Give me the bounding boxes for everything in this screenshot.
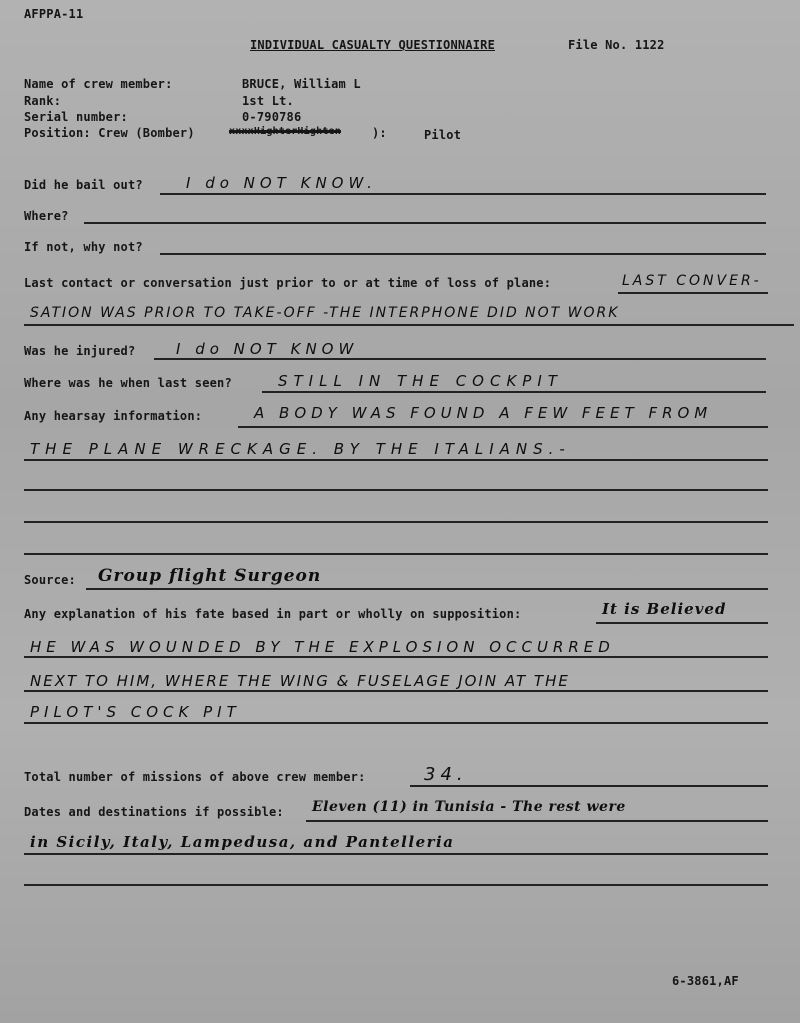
if-not-line <box>160 253 766 255</box>
position-struck-text: xxxxHighterHighten <box>229 126 341 137</box>
last-contact-label: Last contact or conversation just prior to or at time of loss of plane: <box>24 276 552 290</box>
explanation-line-2 <box>24 656 768 658</box>
explanation-line-3 <box>24 690 768 692</box>
explanation-label: Any explanation of his fate based in part or wholly on supposition: <box>24 607 522 621</box>
serial-label: Serial number: <box>24 110 128 124</box>
explanation-answer-3: NEXT TO HIM, WHERE THE WING & FUSELAGE JOIN AT THE <box>30 672 570 690</box>
dates-answer-2: in Sicily, Italy, Lampedusa, and Pantelleria <box>30 833 455 851</box>
form-title: INDIVIDUAL CASUALTY QUESTIONNAIRE <box>250 38 496 52</box>
explanation-answer-1: It is Believed <box>602 600 727 618</box>
source-line <box>86 588 768 590</box>
explanation-answer-4: PILOT'S COCK PIT <box>30 703 241 721</box>
last-contact-answer-1: LAST CONVER- <box>622 273 762 289</box>
bail-out-answer: I do NOT KNOW. <box>186 174 377 192</box>
injured-line <box>154 358 766 360</box>
source-label: Source: <box>24 573 76 587</box>
name-label: Name of crew member: <box>24 77 173 91</box>
hearsay-line-5 <box>24 553 768 555</box>
if-not-label: If not, why not? <box>24 240 143 254</box>
form-number: AFPPA-11 <box>24 7 84 21</box>
where-line <box>84 222 766 224</box>
hearsay-line-1 <box>238 426 768 428</box>
explanation-line-1 <box>596 622 768 624</box>
hearsay-line-3 <box>24 489 768 491</box>
bail-out-label: Did he bail out? <box>24 178 143 192</box>
position-colon: ): <box>372 126 387 140</box>
explanation-answer-2: HE WAS WOUNDED BY THE EXPLOSION OCCURRED <box>30 638 615 656</box>
dates-line-3 <box>24 884 768 886</box>
last-contact-line-1 <box>618 292 768 294</box>
dates-line-1 <box>306 820 768 822</box>
dates-answer-1: Eleven (11) in Tunisia - The rest were <box>312 799 626 815</box>
last-contact-answer-2: SATION WAS PRIOR TO TAKE-OFF -THE INTERPHONE DID NOT WORK <box>30 305 620 321</box>
last-seen-answer: STILL IN THE COCKPIT <box>278 372 563 390</box>
injured-answer: I do NOT KNOW <box>176 340 359 358</box>
dates-line-2 <box>24 853 768 855</box>
hearsay-answer-1: A BODY WAS FOUND A FEW FEET FROM <box>254 404 713 422</box>
dates-label: Dates and destinations if possible: <box>24 805 284 819</box>
last-contact-line-2 <box>24 324 794 326</box>
missions-answer: 34. <box>424 764 468 785</box>
hearsay-line-4 <box>24 521 768 523</box>
explanation-line-4 <box>24 722 768 724</box>
where-label: Where? <box>24 209 69 223</box>
hearsay-label: Any hearsay information: <box>24 409 203 423</box>
hearsay-line-2 <box>24 459 768 461</box>
rank-value: 1st Lt. <box>242 94 294 108</box>
name-value: BRUCE, William L <box>242 77 361 91</box>
position-value: Pilot <box>424 128 462 142</box>
injured-label: Was he injured? <box>24 344 136 358</box>
hearsay-answer-2: THE PLANE WRECKAGE. BY THE ITALIANS.- <box>30 440 571 458</box>
missions-line <box>410 785 768 787</box>
last-seen-line <box>262 391 766 393</box>
position-label: Position: Crew (Bomber) <box>24 126 195 140</box>
source-answer: Group flight Surgeon <box>98 566 322 586</box>
file-number: File No. 1122 <box>568 38 665 52</box>
last-seen-label: Where was he when last seen? <box>24 376 232 390</box>
missions-label: Total number of missions of above crew member: <box>24 770 366 784</box>
bail-out-line <box>160 193 766 195</box>
rank-label: Rank: <box>24 94 62 108</box>
footer-code: 6-3861,AF <box>672 974 739 988</box>
serial-value: 0-790786 <box>242 110 302 124</box>
